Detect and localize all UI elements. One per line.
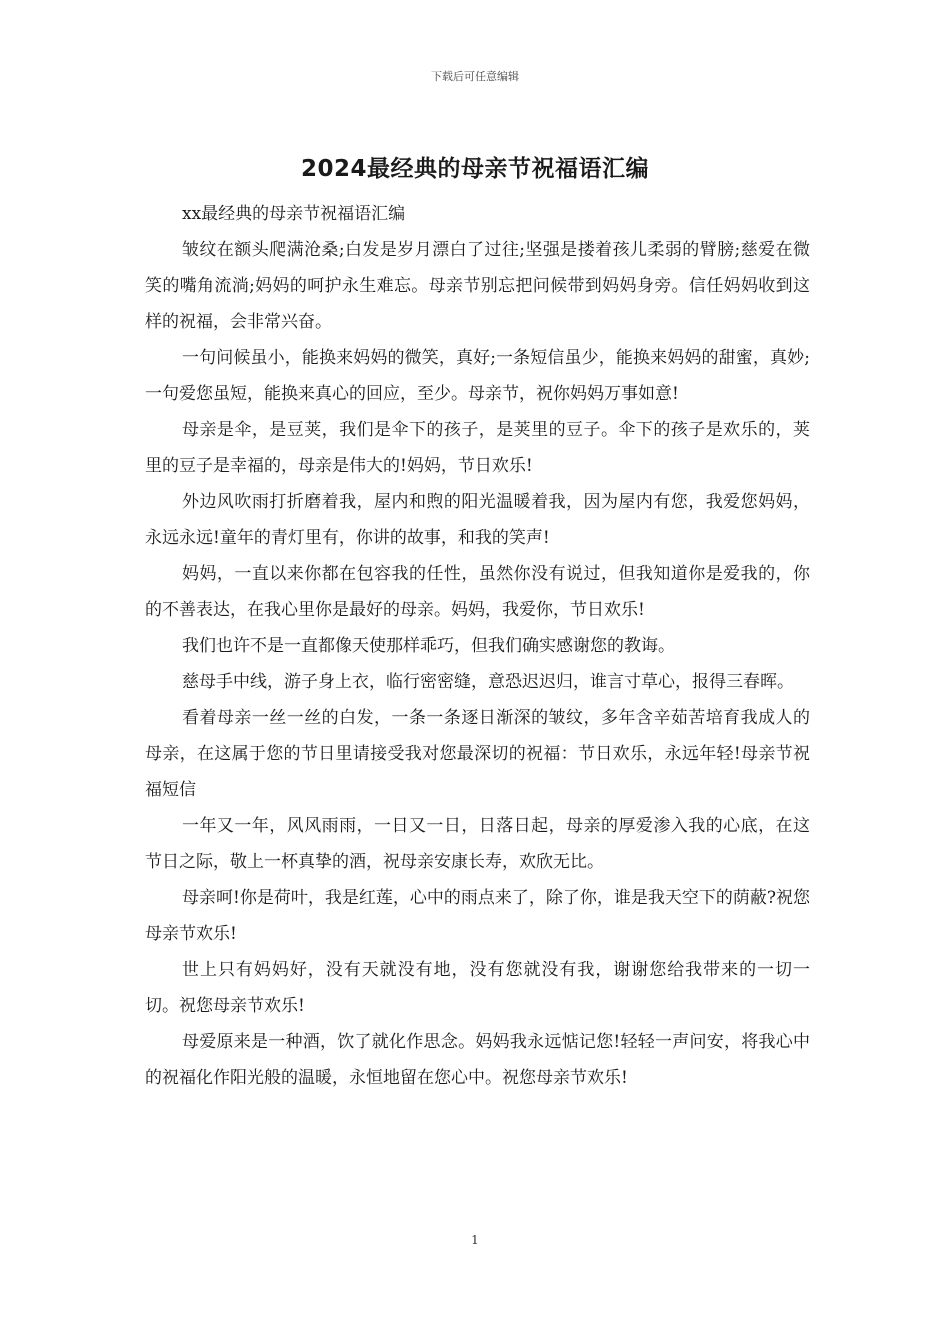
paragraph: 我们也许不是一直都像天使那样乖巧，但我们确实感谢您的教诲。	[182, 636, 675, 656]
page-number: 1	[471, 1233, 479, 1247]
document-title: 2024最经典的母亲节祝福语汇编	[300, 156, 649, 182]
paragraph: 外边风吹雨打折磨着我，屋内和煦的阳光温暖着我，因为屋内有您，我爱您妈妈，永远永远!童年的青灯里有，你讲的故事，和我的笑声!	[145, 492, 810, 548]
paragraph: 看着母亲一丝一丝的白发，一条一条逐日渐深的皱纹，多年含辛茹苦培育我成人的母亲，在这属于您的节日里请接受我对您最深切的祝福：节日欢乐，永远年轻!母亲节祝福短信	[145, 708, 810, 800]
paragraph: 母亲是伞，是豆荚，我们是伞下的孩子，是荚里的豆子。伞下的孩子是欢乐的，荚里的豆子是幸福的，母亲是伟大的!妈妈，节日欢乐!	[145, 420, 810, 476]
paragraph: 母爱原来是一种酒，饮了就化作思念。妈妈我永远惦记您!轻轻一声问安，将我心中的祝福化作阳光般的温暖，永恒地留在您心中。祝您母亲节欢乐!	[145, 1032, 810, 1088]
document-body	[145, 196, 810, 1096]
paragraph: 皱纹在额头爬满沧桑;白发是岁月漂白了过往;坚强是搂着孩儿柔弱的臂膀;慈爱在微笑的嘴角流淌;妈妈的呵护永生难忘。母亲节别忘把问候带到妈妈身旁。信任妈妈收到这样的祝福，会非常兴奋。	[145, 240, 810, 332]
paragraph: 世上只有妈妈好，没有天就没有地，没有您就没有我，谢谢您给我带来的一切一切。祝您母亲节欢乐!	[145, 960, 810, 1016]
header-note: 下载后可任意编辑	[431, 70, 519, 83]
paragraph: 母亲呵!你是荷叶，我是红莲，心中的雨点来了，除了你，谁是我天空下的荫蔽?祝您母亲节欢乐!	[145, 888, 810, 944]
paragraph: 妈妈，一直以来你都在包容我的任性，虽然你没有说过，但我知道你是爱我的，你的不善表达，在我心里你是最好的母亲。妈妈，我爱你，节日欢乐!	[145, 564, 810, 620]
paragraph: 一句问候虽小，能换来妈妈的微笑，真好;一条短信虽少，能换来妈妈的甜蜜，真妙;一句爱您虽短，能换来真心的回应，至少。母亲节，祝你妈妈万事如意!	[145, 348, 810, 404]
paragraph: xx最经典的母亲节祝福语汇编	[182, 204, 406, 224]
paragraph: 一年又一年，风风雨雨，一日又一日，日落日起，母亲的厚爱渗入我的心底，在这节日之际，敬上一杯真挚的酒，祝母亲安康长寿，欢欣无比。	[145, 816, 810, 872]
paragraph: 慈母手中线，游子身上衣，临行密密缝，意恐迟迟归，谁言寸草心，报得三春晖。	[182, 672, 794, 692]
